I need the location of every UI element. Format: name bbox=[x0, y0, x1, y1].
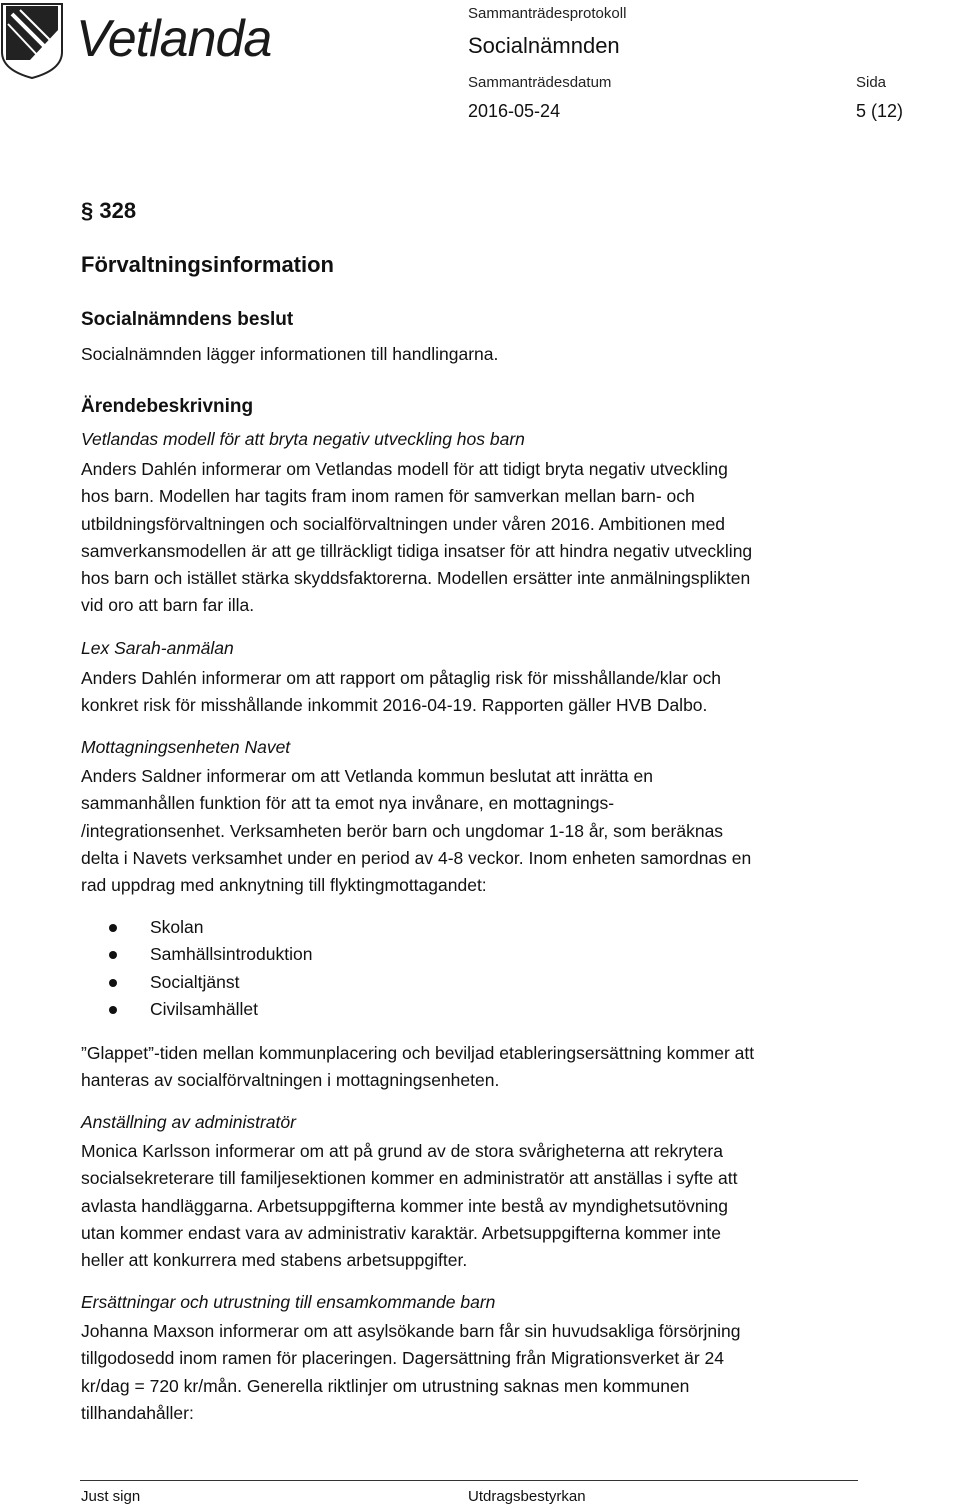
text-line: Monica Karlsson informerar om att på grund av de stora svårigheterna att rekrytera bbox=[81, 1141, 723, 1161]
footer-extract-label: Utdragsbestyrkan bbox=[468, 1488, 586, 1505]
decision-text: Socialnämnden lägger informationen till handlingarna. bbox=[81, 344, 499, 364]
item-subtitle: Vetlandas modell för att bryta negativ utveckling hos barn bbox=[81, 429, 525, 449]
date-label: Sammanträdesdatum bbox=[468, 74, 612, 91]
body-name: Socialnämnden bbox=[468, 33, 620, 58]
date-value: 2016-05-24 bbox=[468, 101, 561, 121]
text-line: utbildningsförvaltningen och socialförvaltningen under våren 2016. Ambitionen med bbox=[81, 513, 726, 534]
item-subtitle: Mottagningsenheten Navet bbox=[81, 737, 291, 757]
text-line: tillhandahåller: bbox=[81, 1402, 194, 1423]
text-line: tillgodosedd inom ramen för placeringen. Dagersättning från Migrationsverket är 24 bbox=[81, 1348, 724, 1369]
page-title: Förvaltningsinformation bbox=[81, 252, 334, 277]
text-line: rad uppdrag med anknytning till flyktingmottagandet: bbox=[81, 875, 487, 896]
item-subtitle: Ersättningar och utrustning till ensamkommande barn bbox=[81, 1292, 496, 1312]
text-line: Anders Saldner informerar om att Vetlanda kommun beslutat att inrätta en bbox=[81, 766, 653, 786]
text-line: vid oro att barn far illa. bbox=[81, 595, 255, 616]
footer-divider bbox=[80, 1480, 858, 1481]
text-line: utan kommer endast vara av administrativ karaktär. Arbetsuppgifterna kommer inte bbox=[81, 1222, 722, 1243]
text-line: /integrationsenhet. Verksamheten berör barn och ungdomar 1-18 år, som beräknas bbox=[81, 820, 724, 841]
list-item: Socialtjänst bbox=[81, 969, 312, 996]
text-line: Anders Dahlén informerar om att rapport om påtaglig risk för misshållande/klar och bbox=[81, 668, 722, 688]
coat-of-arms-icon bbox=[0, 0, 290, 80]
item-subtitle: Lex Sarah-anmälan bbox=[81, 638, 234, 658]
text-line: hos barn. Modellen har tagits fram inom ramen för samverkan mellan barn- och bbox=[81, 486, 695, 507]
bullet-icon bbox=[109, 924, 117, 932]
paragraph-number: § 328 bbox=[81, 198, 137, 223]
text-line: Anders Dahlén informerar om Vetlandas modell för att tidigt bryta negativ utveckling bbox=[81, 459, 728, 479]
text-line: delta i Navets verksamhet under en period av 4-8 veckor. Inom enheten samordnas en bbox=[81, 847, 752, 868]
page-value: 5 (12) bbox=[856, 101, 904, 121]
item-body bbox=[81, 665, 881, 720]
text-line: hanteras av socialförvaltningen i mottagningsenheten. bbox=[81, 1070, 500, 1091]
text-line: heller att konkurrera med stabens arbetsuppgifter. bbox=[81, 1250, 468, 1271]
text-line: konkret risk för misshållande inkommit 2016-04-19. Rapporten gäller HVB Dalbo. bbox=[81, 695, 708, 716]
decision-heading: Socialnämndens beslut bbox=[81, 309, 294, 330]
item-body bbox=[81, 763, 881, 899]
text-line: Johanna Maxson informerar om att asylsökande barn får sin huvudsakliga försörjning bbox=[81, 1321, 741, 1341]
doc-type: Sammanträdesprotokoll bbox=[468, 5, 627, 22]
text-line: sammanhållen funktion för att ta emot nya invånare, en mottagnings- bbox=[81, 793, 615, 814]
text-line: samverkansmodellen är att ge tillräckligt tidiga insatser för att hindra negativ utveckling bbox=[81, 540, 753, 561]
footer-sign-label: Just sign bbox=[81, 1488, 141, 1505]
bullet-icon bbox=[109, 1006, 117, 1014]
text-line: ”Glappet”-tiden mellan kommunplacering och beviljad etableringsersättning kommer att bbox=[81, 1043, 755, 1063]
item-body bbox=[81, 1318, 881, 1427]
bullet-icon bbox=[109, 979, 117, 987]
item-body bbox=[81, 456, 881, 620]
text-line: socialsekreterare till familjesektionen kommer en administratör att anställas i syfte att bbox=[81, 1168, 738, 1189]
vetlanda-logo bbox=[0, 0, 290, 80]
item-subtitle: Anställning av administratör bbox=[81, 1112, 296, 1132]
logo-wordmark: Vetlanda bbox=[76, 10, 272, 68]
bullet-list bbox=[81, 914, 312, 1023]
item-body bbox=[81, 1138, 881, 1274]
description-heading: Ärendebeskrivning bbox=[81, 396, 254, 417]
text-line: avlasta handläggarna. Arbetsuppgifterna kommer inte bestå av myndighetsutövning bbox=[81, 1195, 728, 1216]
page-label: Sida bbox=[856, 74, 887, 91]
list-item: Civilsamhället bbox=[81, 996, 312, 1023]
list-item: Samhällsintroduktion bbox=[81, 941, 312, 968]
text-line: kr/dag = 720 kr/mån. Generella riktlinjer om utrustning saknas men kommunen bbox=[81, 1375, 690, 1396]
bullet-icon bbox=[109, 951, 117, 959]
list-item: Skolan bbox=[81, 914, 312, 941]
item-body-after bbox=[81, 1040, 881, 1095]
text-line: hos barn och istället stärka skyddsfaktorerna. Modellen ersätter inte anmälningsplikten bbox=[81, 568, 751, 589]
